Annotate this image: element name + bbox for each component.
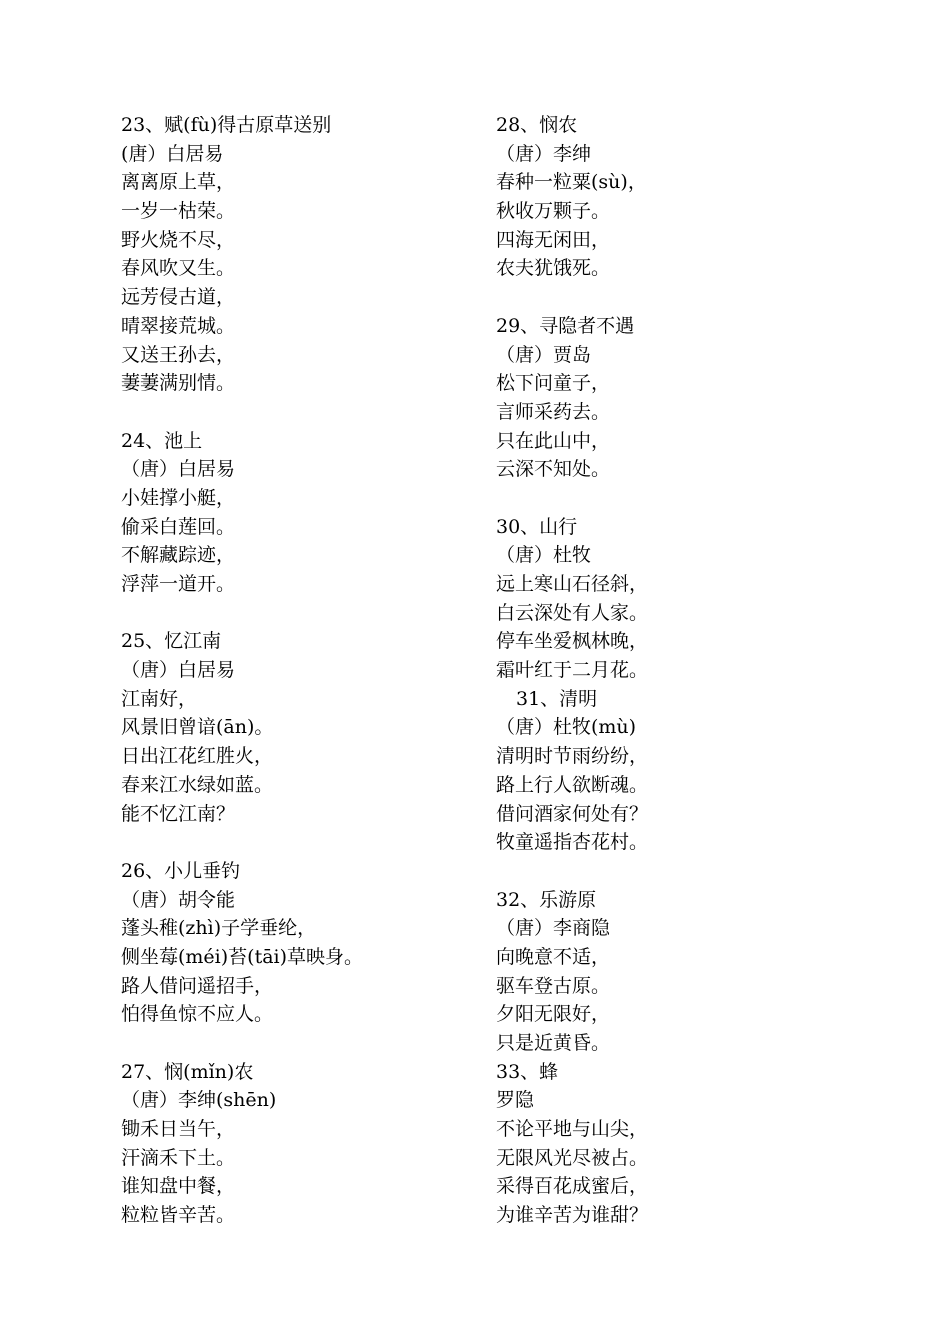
poem-line: 锄禾日当午， (121, 1118, 236, 1141)
poem-line: 侧坐莓(méi)苔(tāi)草映身。 (121, 945, 364, 968)
poem-line: 停车坐爱枫林晚， (496, 630, 649, 653)
poem-author: （唐）贾岛 (496, 343, 592, 366)
poem-title: 30、山行 (496, 515, 578, 538)
poem-line: 不解藏踪迹， (121, 544, 236, 567)
poem-line: 松下问童子， (496, 372, 611, 395)
poem-line: 采得百花成蜜后， (496, 1175, 649, 1198)
poem-line: 一岁一枯荣。 (121, 200, 236, 223)
poem-author: (唐）白居易 (121, 142, 224, 165)
poem-line: 农夫犹饿死。 (496, 257, 611, 280)
left-column (121, 111, 481, 1230)
poem-title: 29、寻隐者不遇 (496, 314, 635, 337)
poem-author: （唐）杜牧(mù) (496, 716, 637, 739)
poem-line: 向晚意不适， (496, 945, 611, 968)
spacer (121, 599, 481, 628)
poem-line: 萋萋满别情。 (121, 372, 236, 395)
poem-line: 白云深处有人家。 (496, 601, 649, 624)
poem-line: 能不忆江南？ (121, 802, 236, 825)
poem-line: 日出江花红胜火， (121, 745, 274, 768)
poem-title: 32、乐游原 (496, 888, 597, 911)
poem-31 (496, 685, 856, 857)
poem-line: 离离原上草， (121, 171, 236, 194)
poem-author: 罗隐 (496, 1089, 535, 1112)
poem-line: 路上行人欲断魂。 (496, 773, 649, 796)
poem-line: 汗滴禾下土。 (121, 1146, 236, 1169)
poem-line: 江南好， (121, 687, 198, 710)
poem-line: 又送王孙去， (121, 343, 236, 366)
poem-title: 25、忆江南 (121, 630, 222, 653)
poem-line: 清明时节雨纷纷， (496, 745, 649, 768)
poem-29 (496, 312, 856, 484)
poem-line: 言师采药去。 (496, 400, 611, 423)
poem-28 (496, 111, 856, 283)
poem-line: 远上寒山石径斜， (496, 573, 649, 595)
poem-27 (121, 1058, 481, 1230)
poem-line: 驱车登古原。 (496, 974, 611, 997)
poem-title: 31、清明 (516, 687, 598, 710)
poem-line: 小娃撑小艇， (121, 486, 236, 509)
poem-author: （唐）李绅 (496, 142, 592, 165)
poem-line: 春种一粒粟(sù)， (496, 171, 647, 194)
poem-author: （唐）白居易 (121, 458, 236, 481)
spacer (121, 828, 481, 857)
poem-line: 只是近黄昏。 (496, 1032, 611, 1054)
poem-line: 不论平地与山尖， (496, 1118, 649, 1141)
poem-line: 远芳侵古道， (121, 286, 236, 309)
poem-line: 蓬头稚(zhì)子学垂纶， (121, 917, 317, 940)
spacer (496, 484, 856, 513)
poem-title: 26、小儿垂钓 (121, 859, 241, 882)
poem-line: 春风吹又生。 (121, 257, 236, 280)
poem-line: 春来江水绿如蓝。 (121, 773, 274, 796)
poem-line: 路人借问遥招手， (121, 974, 274, 997)
spacer (121, 398, 481, 427)
poem-line: 风景旧曾谙(ān)。 (121, 716, 274, 739)
poem-line: 借问酒家何处有？ (496, 802, 649, 825)
poem-title: 27、悯(mǐn)农 (121, 1060, 254, 1083)
poem-line: 怕得鱼惊不应人。 (121, 1003, 274, 1026)
poem-line: 为谁辛苦为谁甜？ (496, 1204, 649, 1227)
poem-author: （唐）李商隐 (496, 917, 611, 940)
poem-line: 偷采白莲回。 (121, 515, 236, 538)
poem-line: 夕阳无限好， (496, 1003, 611, 1026)
poem-30 (496, 513, 856, 685)
poem-line: 霜叶红于二月花。 (496, 659, 649, 682)
poem-author: （唐）白居易 (121, 659, 236, 682)
poem-line: 秋收万颗子。 (496, 200, 611, 223)
poem-title: 24、池上 (121, 429, 203, 452)
poem-line: 谁知盘中餐， (121, 1175, 236, 1198)
poem-author: （唐）胡令能 (121, 888, 236, 911)
spacer (496, 857, 856, 886)
poem-24 (121, 427, 481, 599)
poem-line: 无限风光尽被占。 (496, 1146, 649, 1169)
poem-line: 四海无闲田， (496, 228, 611, 251)
poem-line: 浮萍一道开。 (121, 573, 236, 595)
poem-line: 牧童遥指杏花村。 (496, 831, 649, 854)
poem-line: 云深不知处。 (496, 458, 611, 481)
poem-23 (121, 111, 481, 398)
right-column (496, 111, 856, 1230)
poem-title: 23、赋(fù)得古原草送别 (121, 114, 332, 136)
poem-author: （唐）李绅(shēn) (121, 1089, 277, 1112)
poem-title: 28、悯农 (496, 114, 578, 136)
poem-title: 33、蜂 (496, 1060, 559, 1083)
poem-25 (121, 627, 481, 828)
poem-33 (496, 1058, 856, 1230)
poem-line: 只在此山中， (496, 429, 611, 452)
poem-line: 粒粒皆辛苦。 (121, 1204, 236, 1227)
poem-line: 晴翠接荒城。 (121, 314, 236, 337)
poem-32 (496, 886, 856, 1058)
poem-line: 野火烧不尽， (121, 228, 236, 251)
poem-author: （唐）杜牧 (496, 544, 592, 567)
spacer (496, 283, 856, 312)
spacer (121, 1029, 481, 1058)
poem-26 (121, 857, 481, 1029)
